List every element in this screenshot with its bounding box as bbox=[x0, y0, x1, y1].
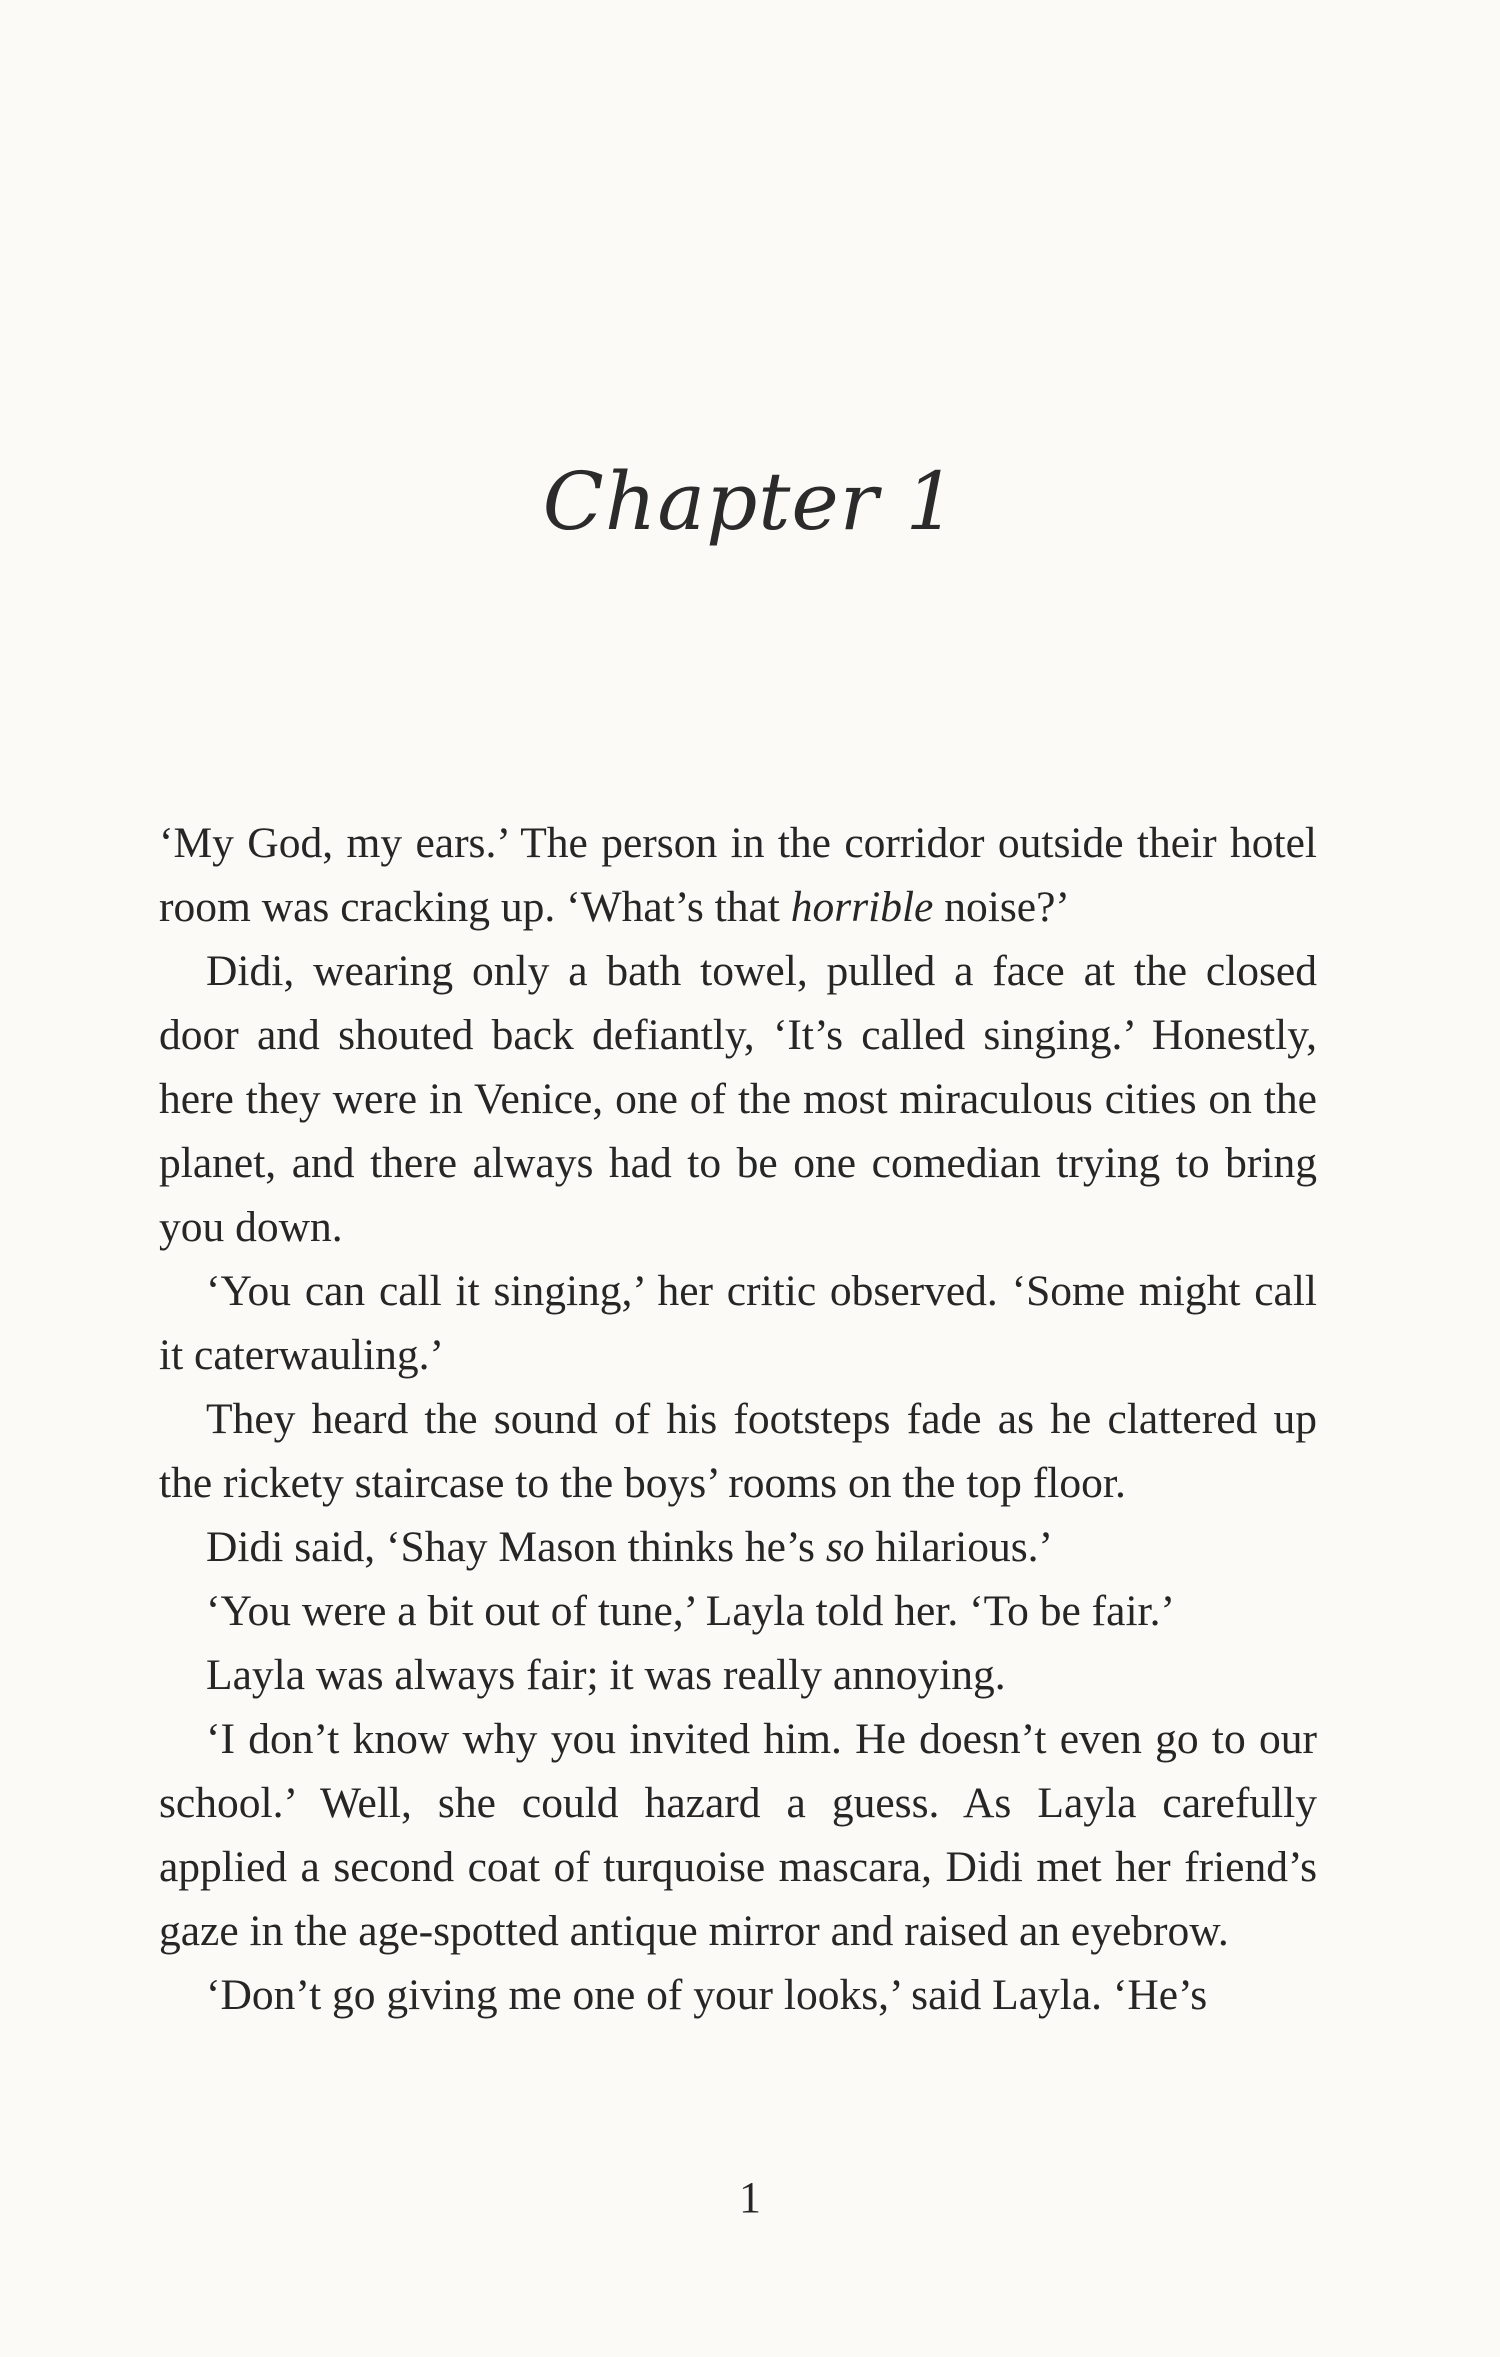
paragraph-text: ‘I don’t know why you invited him. He doesn’t even go to our school.’ Well, she could hazard a guess. As Layla carefully applied a second coat of turquoise mascara, Didi met her friend’s gaze in the age-spotted antique mirror and raised an eyebrow. bbox=[159, 1715, 1317, 1955]
paragraph-text: ‘You were a bit out of tune,’ Layla told her. ‘To be fair.’ bbox=[206, 1587, 1176, 1635]
paragraph-text: noise?’ bbox=[933, 883, 1070, 931]
paragraph-7 bbox=[159, 1643, 1317, 1707]
paragraph-1 bbox=[159, 811, 1317, 939]
chapter-heading: Chapter 1 bbox=[542, 455, 958, 548]
paragraph-text: hilarious.’ bbox=[864, 1523, 1054, 1571]
paragraph-text: ‘My God, my ears.’ The person in the corridor outside their hotel room was cracking up. ‘What’s that bbox=[159, 819, 1317, 931]
paragraph-text: Didi, wearing only a bath towel, pulled a face at the closed door and shouted back defiantly, ‘It’s called singing.’ Honestly, here they were in Venice, one of the most miraculous cities on the planet, and there always had to be one comedian trying to bring you down. bbox=[159, 947, 1317, 1251]
chapter-body-text bbox=[159, 811, 1317, 2027]
paragraph-8 bbox=[159, 1707, 1317, 1963]
paragraph-9 bbox=[159, 1963, 1317, 2027]
emphasis-text: horrible bbox=[790, 883, 934, 931]
paragraph-6 bbox=[159, 1579, 1317, 1643]
paragraph-text: ‘You can call it singing,’ her critic observed. ‘Some might call it caterwauling.’ bbox=[159, 1267, 1317, 1379]
paragraph-text: ‘Don’t go giving me one of your looks,’ said Layla. ‘He’s bbox=[206, 1971, 1208, 2019]
paragraph-5 bbox=[159, 1515, 1317, 1579]
paragraph-3 bbox=[159, 1259, 1317, 1387]
paragraph-2 bbox=[159, 939, 1317, 1259]
emphasis-text: so bbox=[825, 1523, 865, 1571]
paragraph-text: Didi said, ‘Shay Mason thinks he’s bbox=[206, 1523, 826, 1571]
page-number: 1 bbox=[739, 2173, 761, 2222]
paragraph-text: Layla was always fair; it was really annoying. bbox=[206, 1651, 1006, 1699]
paragraph-4 bbox=[159, 1387, 1317, 1515]
paragraph-text: They heard the sound of his footsteps fade as he clattered up the rickety staircase to the boys’ rooms on the top floor. bbox=[159, 1395, 1317, 1507]
